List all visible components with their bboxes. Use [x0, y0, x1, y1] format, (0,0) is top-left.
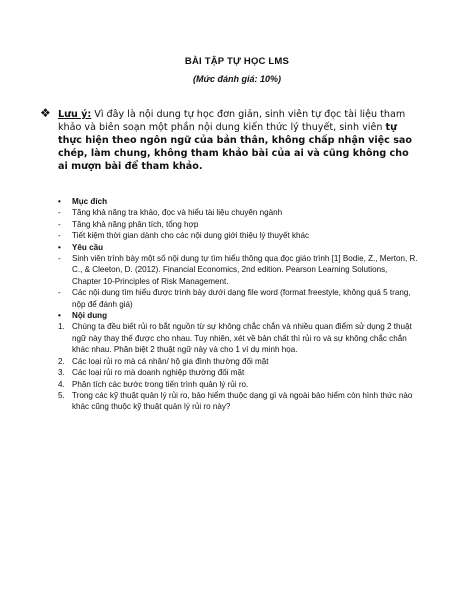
numbered-item: 5. Trong các kỹ thuật quản lý rủi ro, bảo hiểm thuộc dạng gì và ngoài bảo hiểm còn hình thức nào khác cũng thuộc kỹ thuật quản lý rủi ro này? — [58, 390, 413, 412]
list-item: - Tăng khả năng tra khảo, đọc và hiểu tài liệu chuyên ngành — [58, 208, 283, 218]
numbered-item: 3. Các loại rủi ro mà doanh nghiệp thường đối mặt — [58, 368, 245, 378]
list-item: - Tiết kiệm thời gian dành cho các nội dung giới thiệu lý thuyết khác — [58, 231, 310, 241]
page-subtitle: (Mức đánh giá: 10%) — [193, 74, 281, 84]
bullet-icon: • — [58, 242, 61, 252]
section-heading-requirements: • Yêu cầu — [58, 242, 104, 252]
list-item: - Sinh viên trình bày một số nội dung tự tìm hiểu thông qua đọc giáo trình [1] Bodie, Z., Merton, R. C., & Cleeton, D. (2012). Financial Economics, 2nd edition. Pearson Learning Solutions, Chapter 10-Principles of Risk Management. — [58, 254, 418, 286]
note-text-bold: tự thực hiện theo ngôn ngữ của bản thân, không chấp nhận việc sao chép, làm chung, không tham khảo bài của ai và cũng không cho ai mượn bài để tham khảo. — [58, 122, 412, 172]
bullet-icon: • — [58, 197, 61, 206]
note-paragraph — [40, 106, 414, 173]
list-item: - Các nội dung tìm hiểu được trình bày dưới dạng file word (format freestyle, không quá 5 trang, nộp để đánh giá) — [58, 288, 411, 309]
numbered-item: 2. Các loại rủi ro mà cá nhân/ hộ gia đình thường đối mặt — [58, 356, 269, 366]
section-heading-content: • Nội dung — [58, 311, 108, 321]
bullet-icon: • — [58, 311, 61, 321]
document-body — [58, 196, 418, 413]
numbered-item: 1. Chúng ta đều biết rủi ro bắt nguồn từ sự không chắc chắn và nhiều quan điểm sử dụng 2 thuật ngữ này thay thế được cho nhau. Tuy nhiên, xét về bản chất thì rủi ro và sự không chắc chắn khác nhau. Phân biệt 2 thuật ngữ này và cho 1 ví dụ minh họa. — [58, 322, 412, 355]
note-text: Vì đây là nội dung tự học đơn giản, sinh viên tự đọc tài liệu tham khảo và biên soạn một phần nội dung kiến thức lý thuyết, sinh viên — [58, 109, 406, 133]
list-item: - Tăng khả năng phân tích, tổng hợp — [58, 219, 199, 229]
section-heading-purpose: • Mục đích — [58, 197, 108, 206]
diamond-bullet-icon: ❖ — [40, 106, 51, 120]
note-label: Lưu ý: — [58, 109, 92, 120]
page-title: BÀI TẬP TỰ HỌC LMS — [184, 56, 290, 67]
numbered-item: 4. Phân tích các bước trong tiến trình quản lý rủi ro. — [58, 379, 249, 389]
